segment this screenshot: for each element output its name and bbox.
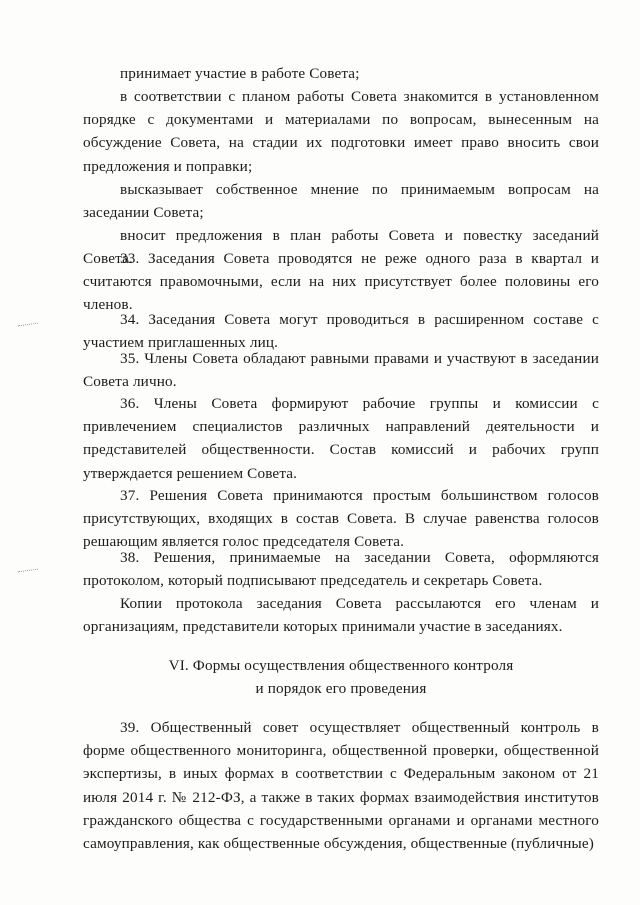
paragraph-proposals: вносит предложения в план работы Совета и повестку заседаний Совета. — [83, 227, 599, 268]
scan-margin-mark — [18, 569, 38, 574]
section-heading-line2: и порядок его проведения — [255, 680, 427, 697]
paragraph-36: 36. Члены Совета формируют рабочие группы и комиссии с привлечением специалистов различных направлений деятельности и представителей общественности. Состав комиссий и рабочих групп утверждается решением Совета. — [83, 395, 599, 482]
paragraph-copies: Копии протокола заседания Совета рассылаются его членам и организациям, представители которых принимали участие в заседаниях. — [83, 595, 599, 636]
section-heading — [83, 654, 599, 700]
paragraph-opinion: высказывает собственное мнение по принимаемым вопросам на заседании Совета; — [83, 181, 599, 222]
scan-margin-mark — [18, 323, 38, 328]
paragraph-37: 37. Решения Совета принимаются простым большинством голосов присутствующих, входящих в состав Совета. В случае равенства голосов решающим является голос председателя Совета. — [83, 487, 599, 551]
paragraph-38: 38. Решения, принимаемые на заседании Совета, оформляются протоколом, который подписывают председатель и секретарь Совета. — [83, 549, 599, 590]
paragraph-33: 33. Заседания Совета проводятся не реже одного раза в квартал и считаются правомочными, если на них присутствует более половины его членов. — [83, 250, 599, 314]
paragraph-34: 34. Заседания Совета могут проводиться в расширенном составе с участием приглашенных лиц. — [83, 311, 599, 352]
paragraph-participation: принимает участие в работе Совета; — [120, 65, 360, 82]
paragraph-35: 35. Члены Совета обладают равными правами и участвуют в заседании Совета лично. — [83, 350, 599, 391]
paragraph-39: 39. Общественный совет осуществляет общественный контроль в форме общественного мониторинга, общественной проверки, общественной экспертизы, в иных формах в соответствии с Федеральным законом от 21 июля 2014 г. № 212-ФЗ, а также в таких формах взаимодействия институтов гражданского общества с государственными органами и органами местного самоуправления, как общественные обсуждения, общественные (публичные) — [83, 719, 599, 853]
section-heading-line1: VI. Формы осуществления общественного контроля — [168, 657, 514, 674]
paragraph-documents: в соответствии с планом работы Совета знакомится в установленном порядке с документами и материалами по вопросам, вынесенным на обсуждение Совета, на стадии их подготовки имеет право вносить свои предложения и поправки; — [83, 88, 599, 175]
